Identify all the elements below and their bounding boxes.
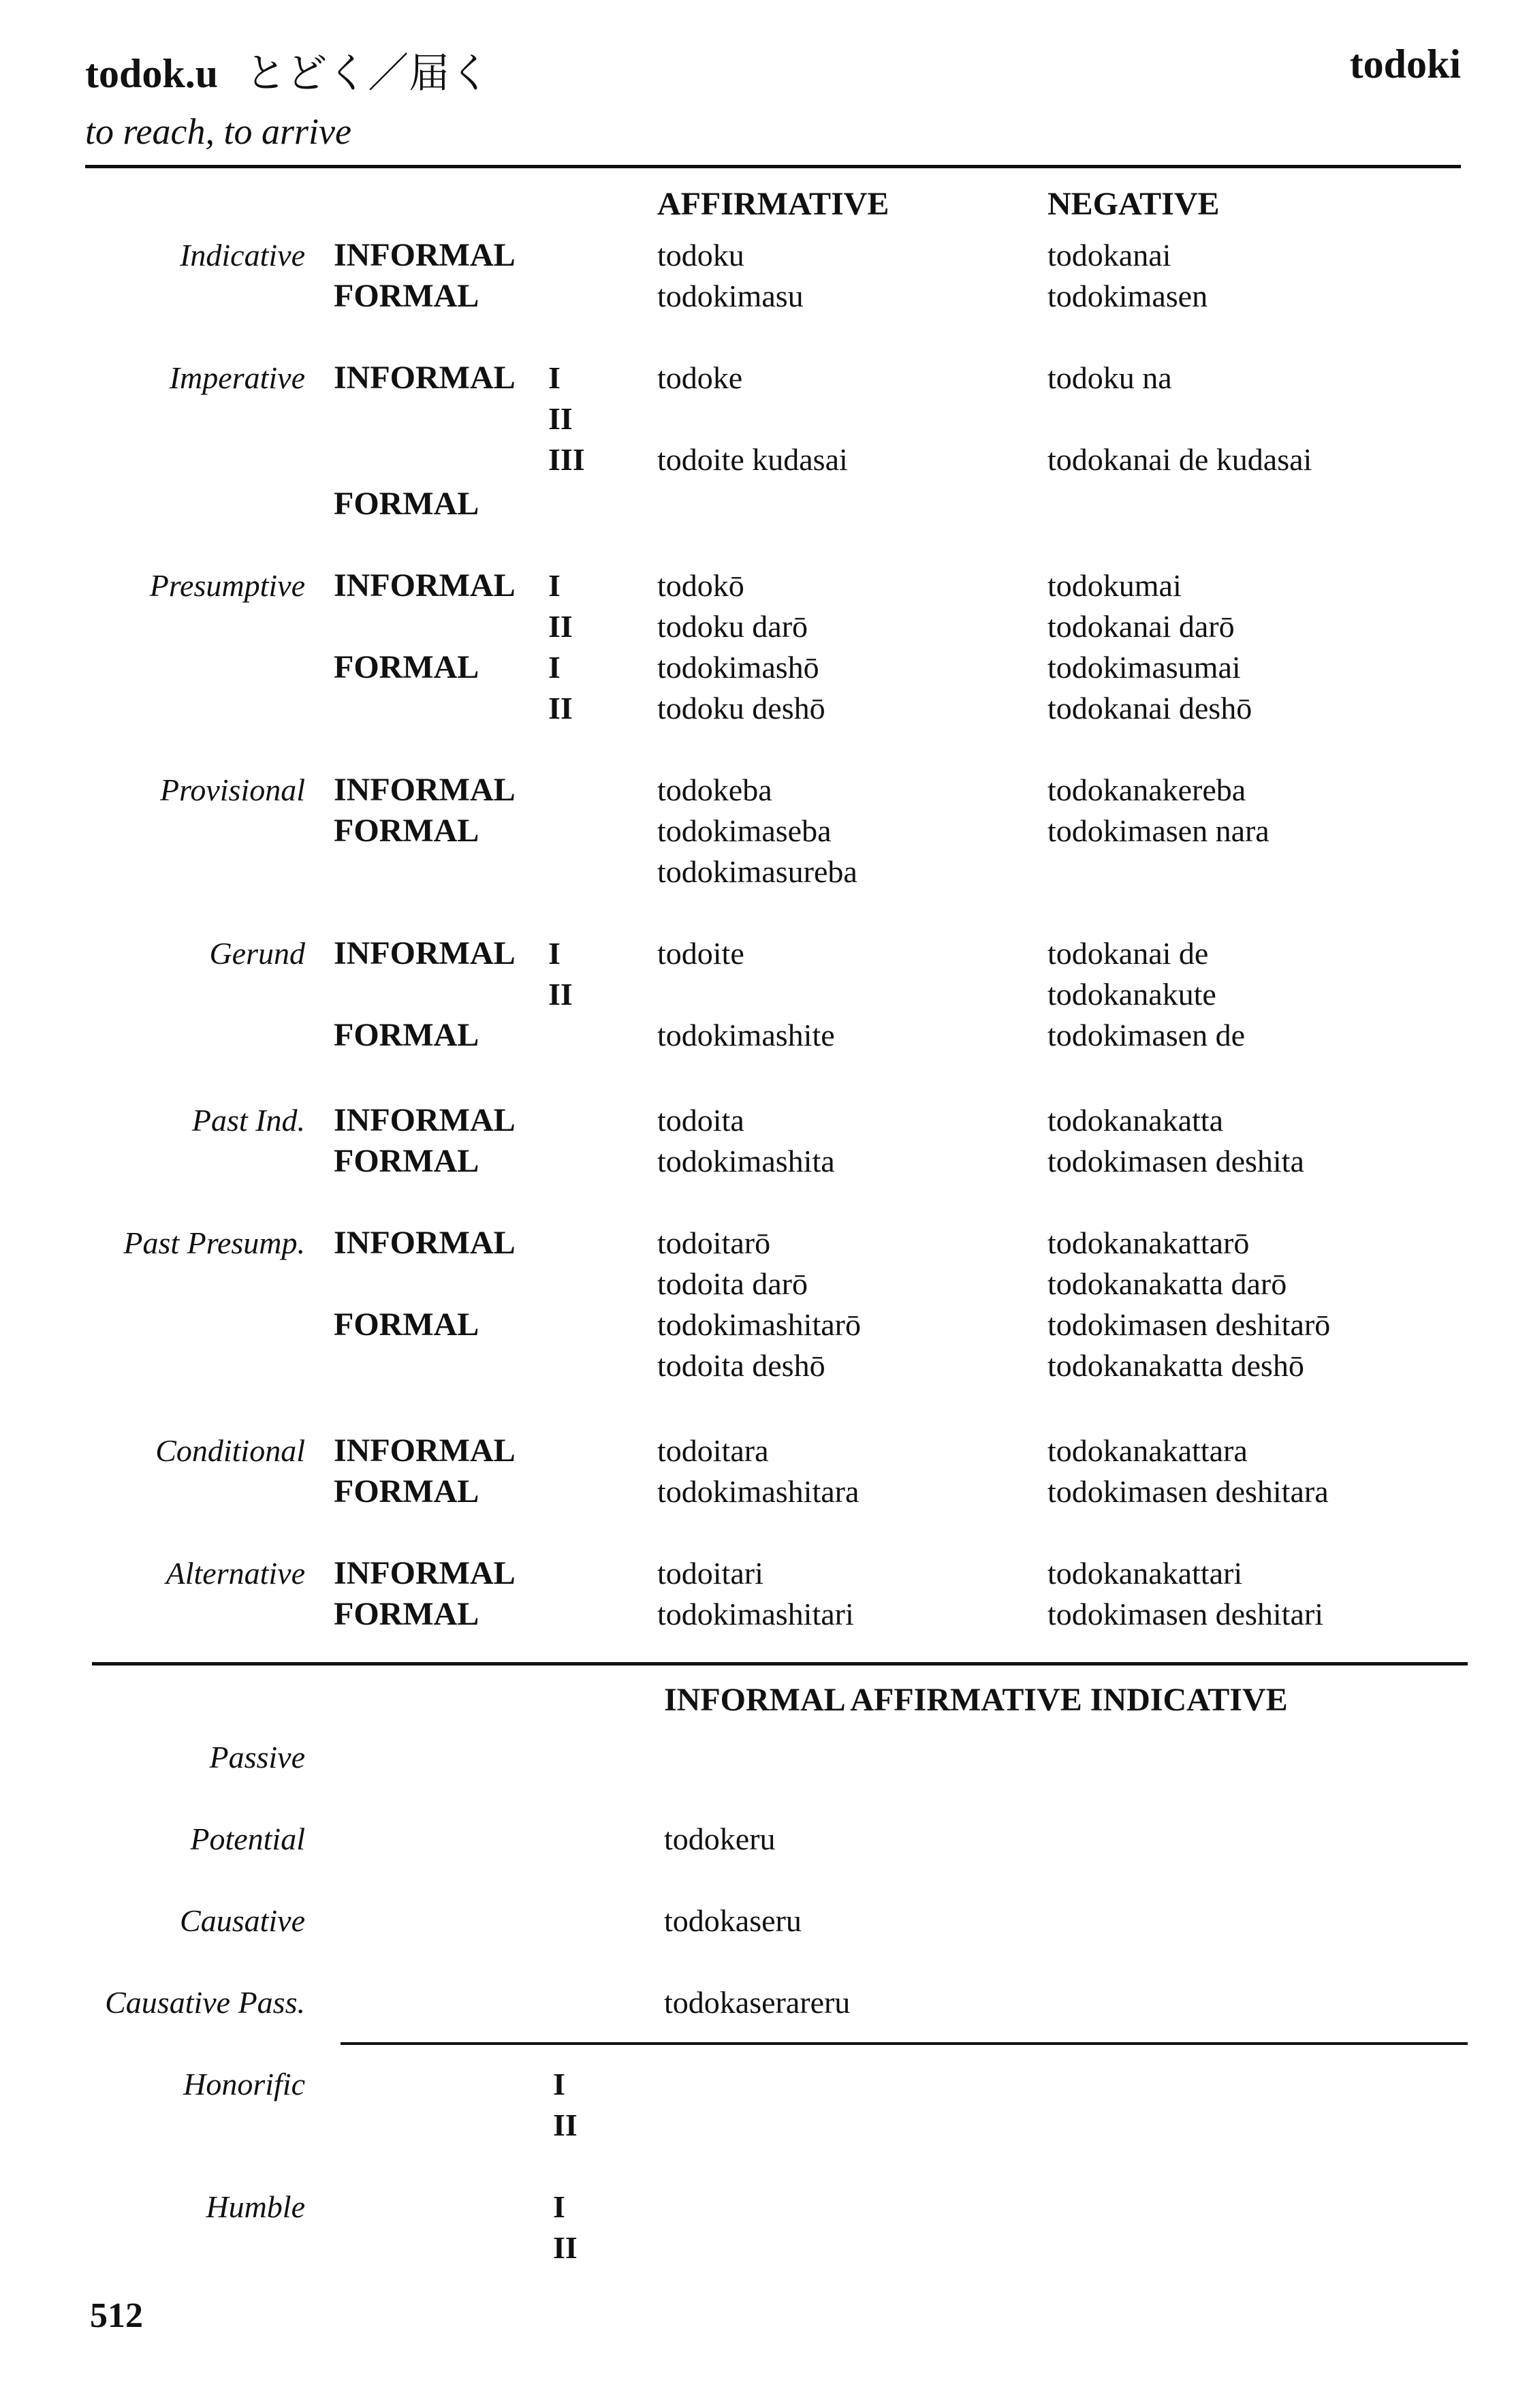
row-level: INFORMAL <box>334 1225 516 1261</box>
derived-row <box>0 2227 1529 2268</box>
conjugation-row <box>0 1430 1529 1471</box>
row-variant: II <box>548 691 573 725</box>
conjugation-row <box>0 1223 1529 1264</box>
affirmative-form: todokimasu <box>657 279 804 313</box>
negative-form: todokanai <box>1047 238 1171 272</box>
row-variant: III <box>548 442 585 477</box>
conjugation-row <box>0 851 1529 892</box>
conjugation-row <box>0 1304 1529 1345</box>
verb-gloss: to reach, to arrive <box>85 111 351 152</box>
row-category: Past Presump. <box>123 1225 305 1260</box>
negative-form: todokanakatta deshō <box>1047 1348 1304 1383</box>
negative-form: todokanai darō <box>1047 609 1235 644</box>
row-category: Alternative <box>165 1556 305 1591</box>
conjugation-row <box>0 565 1529 606</box>
row-category: Provisional <box>160 772 305 807</box>
negative-form: todokimasen deshitara <box>1047 1474 1329 1509</box>
row-level: FORMAL <box>334 1307 479 1343</box>
row-level: INFORMAL <box>334 772 516 808</box>
row-level: INFORMAL <box>334 237 516 273</box>
row-category: Conditional <box>155 1433 305 1468</box>
derived-category: Causative Pass. <box>105 1985 305 2020</box>
row-level: FORMAL <box>334 1473 479 1510</box>
affirmative-form: todoku darō <box>657 609 808 644</box>
derived-variant: I <box>553 2189 565 2224</box>
conjugation-row <box>0 484 1529 525</box>
conjugation-row <box>0 1594 1529 1635</box>
negative-form: todokanakattara <box>1047 1433 1248 1468</box>
negative-form: todokanakereba <box>1047 772 1246 807</box>
affirmative-form: todokimaseba <box>657 813 832 848</box>
affirmative-form: todokimashitari <box>657 1597 854 1631</box>
negative-form: todokanai de <box>1047 936 1209 971</box>
table-divider-rule <box>92 1662 1468 1666</box>
row-variant: II <box>548 977 573 1012</box>
negative-form: todokimasen nara <box>1047 813 1270 848</box>
conjugation-row <box>0 770 1529 811</box>
conjugation-row <box>0 1015 1529 1056</box>
affirmative-form: todoite kudasai <box>657 442 848 477</box>
affirmative-form: todoke <box>657 360 743 395</box>
row-level: FORMAL <box>334 1143 479 1179</box>
row-level: INFORMAL <box>334 1555 516 1591</box>
conjugation-row <box>0 1471 1529 1512</box>
stem-heading: todoki <box>1349 42 1461 87</box>
derived-row <box>0 1982 1529 2023</box>
row-variant: I <box>548 568 561 603</box>
affirmative-form: todokeba <box>657 772 772 807</box>
honorific-divider-rule <box>341 2042 1468 2045</box>
row-level: FORMAL <box>334 278 479 314</box>
header-rule <box>85 165 1461 168</box>
affirmative-form: todoita darō <box>657 1266 808 1301</box>
derived-row <box>0 1819 1529 1860</box>
affirmative-form: todoitari <box>657 1556 763 1591</box>
row-variant: I <box>548 360 561 395</box>
derived-category: Passive <box>209 1740 305 1774</box>
affirmative-form: todokimashitara <box>657 1474 860 1509</box>
negative-form: todokimasen deshita <box>1047 1144 1304 1178</box>
row-category: Imperative <box>169 360 305 395</box>
affirmative-form: todokimashita <box>657 1144 835 1178</box>
derived-row <box>0 2105 1529 2146</box>
conjugation-row <box>0 1141 1529 1182</box>
derived-category: Humble <box>206 2189 305 2224</box>
affirmative-column-header: AFFIRMATIVE <box>657 186 889 222</box>
row-category: Indicative <box>180 238 305 272</box>
negative-form: todokanai deshō <box>1047 691 1252 725</box>
derived-variant: I <box>553 2067 565 2101</box>
negative-form: todokimasen deshitarō <box>1047 1307 1331 1342</box>
affirmative-form: todoitara <box>657 1433 769 1468</box>
negative-form: todokimasumai <box>1047 650 1241 685</box>
conjugation-row <box>0 811 1529 851</box>
row-variant: II <box>548 609 573 644</box>
negative-form: todokanakatta <box>1047 1103 1224 1138</box>
negative-form: todokimasen de <box>1047 1018 1245 1052</box>
row-variant: II <box>548 401 573 436</box>
conjugation-row <box>0 358 1529 398</box>
row-level: INFORMAL <box>334 360 516 396</box>
row-variant: I <box>548 650 561 685</box>
negative-form: todokanakatta darō <box>1047 1266 1287 1301</box>
conjugation-row <box>0 439 1529 480</box>
conjugation-row <box>0 1100 1529 1141</box>
conjugation-row <box>0 1264 1529 1304</box>
affirmative-form: todokimasureba <box>657 854 857 889</box>
negative-form: todokanakattari <box>1047 1556 1243 1591</box>
derived-form: todokaseru <box>664 1903 802 1938</box>
negative-form: todokanakute <box>1047 977 1216 1012</box>
row-variant: I <box>548 936 561 971</box>
affirmative-form: todokimashitarō <box>657 1307 861 1342</box>
row-category: Past Ind. <box>191 1103 305 1138</box>
affirmative-form: todoite <box>657 936 744 971</box>
conjugation-row <box>0 276 1529 317</box>
row-level: FORMAL <box>334 1017 479 1053</box>
verb-kana: とどく／届く <box>245 50 491 97</box>
row-category: Presumptive <box>149 568 305 603</box>
negative-form: todokanai de kudasai <box>1047 442 1312 477</box>
row-level: FORMAL <box>334 1596 479 1632</box>
affirmative-form: todoitarō <box>657 1225 771 1260</box>
negative-column-header: NEGATIVE <box>1047 186 1220 222</box>
row-level: FORMAL <box>334 486 479 522</box>
negative-form: todoku na <box>1047 360 1172 395</box>
derived-variant: II <box>553 2230 578 2265</box>
row-level: INFORMAL <box>334 1433 516 1469</box>
derived-variant: II <box>553 2108 578 2142</box>
affirmative-form: todokimashite <box>657 1018 835 1052</box>
row-level: FORMAL <box>334 649 479 685</box>
page-number: 512 <box>90 2296 143 2335</box>
derived-category: Potential <box>190 1821 305 1856</box>
conjugation-row <box>0 1553 1529 1594</box>
derived-form: todokeru <box>664 1821 776 1856</box>
affirmative-form: todoku deshō <box>657 691 825 725</box>
conjugation-row <box>0 933 1529 974</box>
verb-heading <box>85 41 490 99</box>
affirmative-form: todokō <box>657 568 744 603</box>
negative-form: todokimasen deshitari <box>1047 1597 1323 1631</box>
derived-category: Honorific <box>183 2067 305 2101</box>
conjugation-row <box>0 974 1529 1015</box>
row-level: FORMAL <box>334 813 479 849</box>
derived-form: todokaserareru <box>664 1985 851 2020</box>
conjugation-row <box>0 235 1529 276</box>
verb-romaji: todok.u <box>85 51 219 96</box>
affirmative-form: todoku <box>657 238 744 272</box>
negative-form: todokumai <box>1047 568 1182 603</box>
derived-column-header: INFORMAL AFFIRMATIVE INDICATIVE <box>664 1682 1288 1718</box>
conjugation-row <box>0 1345 1529 1386</box>
derived-row <box>0 2064 1529 2105</box>
derived-row <box>0 1901 1529 1941</box>
derived-row <box>0 2187 1529 2227</box>
conjugation-row <box>0 398 1529 439</box>
negative-form: todokimasen <box>1047 279 1208 313</box>
conjugation-row <box>0 606 1529 647</box>
derived-category: Causative <box>180 1903 305 1938</box>
conjugation-row <box>0 647 1529 688</box>
derived-row <box>0 1737 1529 1778</box>
row-level: INFORMAL <box>334 1102 516 1138</box>
affirmative-form: todoita <box>657 1103 744 1138</box>
conjugation-row <box>0 688 1529 729</box>
row-category: Gerund <box>209 936 305 971</box>
affirmative-form: todokimashō <box>657 650 819 685</box>
row-level: INFORMAL <box>334 935 516 971</box>
row-level: INFORMAL <box>334 567 516 604</box>
affirmative-form: todoita deshō <box>657 1348 825 1383</box>
negative-form: todokanakattarō <box>1047 1225 1250 1260</box>
